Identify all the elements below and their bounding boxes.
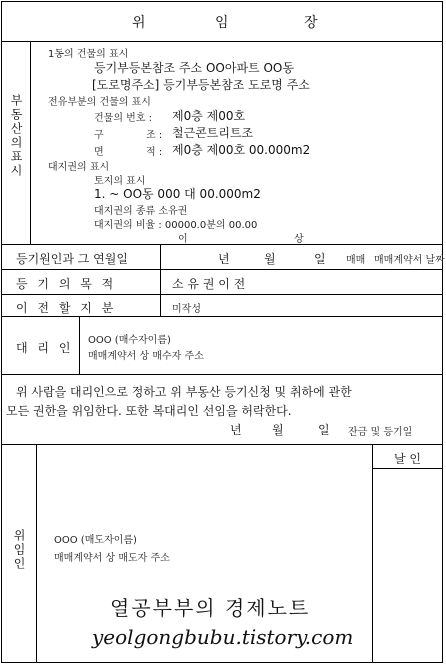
reg-cause-month: 월	[264, 252, 276, 266]
reg-purpose-value: 소 유 권 이 전	[172, 277, 246, 291]
transfer-share-row	[2, 295, 442, 317]
seal-label: 날 인	[394, 452, 421, 466]
delegation-day: 일	[318, 423, 330, 437]
structure-value: 철근콘트리트조	[172, 126, 254, 140]
title-row	[2, 2, 442, 42]
delegator-side-label: 위임인	[12, 529, 26, 571]
delegation-row	[2, 375, 442, 445]
agent-address: 매매계약서 상 매수자 주소	[88, 351, 204, 362]
reg-purpose-label: 등 기 의 목 적	[16, 277, 117, 291]
land-right-ratio: 대지권의 비율 : 00000.0분의 00.00	[94, 220, 258, 231]
reg-cause-label: 등기원인과 그 연월일	[16, 252, 128, 266]
title-char-3: 장	[304, 15, 318, 31]
unit-number-label: 건물의 번호 :	[94, 113, 153, 124]
land-right-heading: 대지권의 표시	[48, 162, 110, 173]
reg-cause-day: 일	[314, 252, 326, 266]
road-address: [도로명주소] 등기부등본참조 도로명 주소	[92, 78, 310, 92]
delegation-month: 월	[272, 423, 284, 437]
transfer-share-value: 미작성	[172, 304, 201, 315]
transfer-share-label: 이 전 할 지 분	[16, 301, 117, 315]
i-char: 이	[178, 234, 188, 245]
agent-name: OOO (매수자이름)	[88, 335, 171, 346]
delegator-address: 매매계약서 상 매도자 주소	[54, 553, 170, 564]
building1-address: 등기부등본참조 주소 OO아파트 OO동	[94, 61, 294, 75]
title-char-1: 위	[132, 15, 146, 31]
title-char-2: 임	[215, 15, 229, 31]
land-heading: 토지의 표시	[94, 176, 146, 187]
delegation-line-1: 위 사람을 대리인으로 정하고 위 부동산 등기신청 및 취하에 관한	[16, 385, 352, 399]
area-value: 제0층 제00호 00.000m2	[172, 143, 311, 157]
building1-heading: 1동의 건물의 표시	[48, 49, 129, 60]
exclusive-heading: 전유부분의 건물의 표시	[48, 97, 151, 108]
reg-purpose-row	[2, 270, 442, 295]
reg-cause-note: 매매계약서 날짜	[374, 255, 445, 266]
property-section	[2, 42, 442, 245]
delegation-year: 년	[230, 423, 242, 437]
watermark-brand: 열공부부의 경제노트	[110, 596, 311, 620]
land-right-type: 대지권의 종류 소유권	[94, 206, 188, 217]
area-label-b: 적 :	[146, 147, 163, 158]
reg-cause-maemae: 매매	[346, 255, 366, 266]
reg-cause-row	[2, 245, 445, 270]
structure-label-a: 구	[94, 130, 104, 141]
unit-number-value: 제0층 제00호	[172, 109, 246, 123]
delegation-note: 잔금 및 등기일	[348, 427, 413, 438]
area-label-a: 면	[94, 147, 104, 158]
agent-label: 대 리 인	[16, 341, 74, 355]
delegator-name: OOO (매도자이름)	[54, 535, 137, 546]
delegation-line-2: 모든 권한을 위임한다. 또한 복대리인 선임을 허락한다.	[6, 404, 292, 418]
reg-cause-year: 년	[218, 252, 230, 266]
agent-row	[2, 317, 442, 375]
land-value: 1. ~ OO동 000 대 00.000m2	[94, 187, 261, 201]
delegation-form	[1, 1, 443, 663]
property-side-label: 부동산의표시	[9, 94, 23, 178]
watermark-url: yeolgongbubu.tistory.com	[92, 625, 354, 649]
sang-char: 상	[294, 234, 304, 245]
structure-label-b: 조 :	[146, 130, 163, 141]
